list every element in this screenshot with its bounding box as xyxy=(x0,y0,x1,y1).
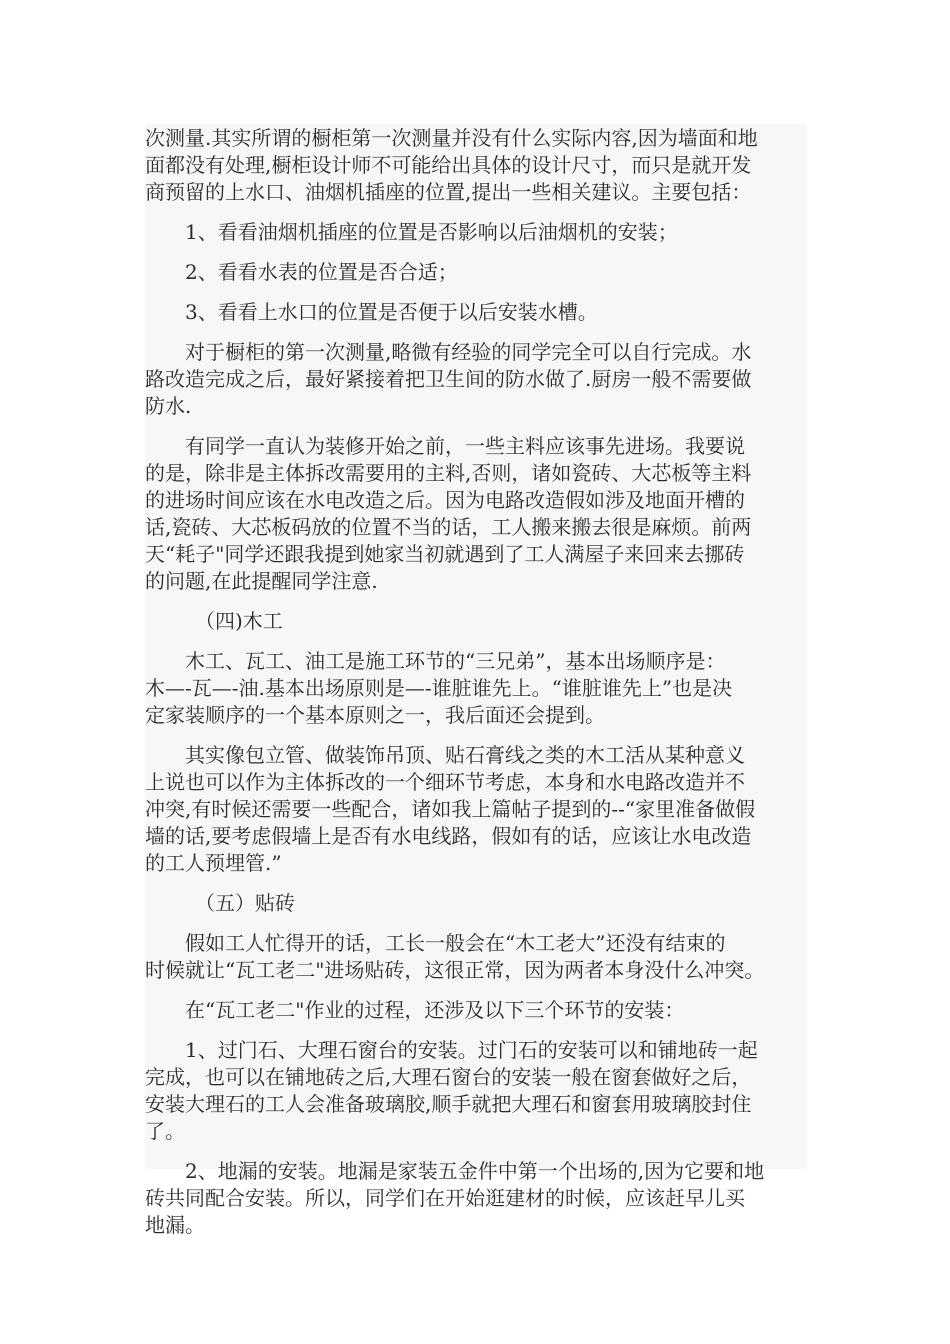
paragraph-measurement-intro: 次测量.其实所谓的橱柜第一次测量并没有什么实际内容,因为墙面和地 面都没有处理,橱柜设计师不可能给出具体的设计尺寸，而只是就开发 商预留的上水口、油烟机插座的位置,提出一些相关建议。主要包括： xyxy=(145,126,758,204)
section-heading-carpentry: （四)木工 xyxy=(195,609,283,633)
list-item-marble-sill: 1、过门石、大理石窗台的安装。过门石的安装可以和铺地砖一起 完成，也可以在铺地砖之后,大理石窗台的安装一般在窗套做好之后， 安装大理石的工人会准备玻璃胶,顺手就把大理石和窗套用玻璃胶封住 了。 xyxy=(145,1038,758,1143)
list-item-range-hood-socket: 1、看看油烟机插座的位置是否影响以后油烟机的安装； xyxy=(185,220,678,244)
article-body xyxy=(145,124,807,1237)
paragraph-tiling-installs: 在“瓦工老二"作业的过程，还涉及以下三个环节的安装： xyxy=(185,998,685,1022)
paragraph-tiling-start: 假如工人忙得开的话，工长一般会在“木工老大”还没有结束的 时候就让“瓦工老二"进场贴砖，这很正常，因为两者本身没什么冲突。 xyxy=(145,931,765,982)
list-item-water-meter: 2、看看水表的位置是否合适； xyxy=(185,260,458,284)
paragraph-three-trades: 木工、瓦工、油工是施工环节的“三兄弟”，基本出场顺序是： 木—-瓦—-油.基本出场原则是—-谁脏谁先上。“谁脏谁先上”也是决 定家装顺序的一个基本原则之一，我后面还会提到。 xyxy=(145,649,733,727)
paragraph-materials-timing: 有同学一直认为装修开始之前，一些主料应该事先进场。我要说 的是，除非是主体拆改需要用的主料,否则，诸如瓷砖、大芯板等主料 的进场时间应该在水电改造之后。因为电路改造假如涉及地面开槽的 话,瓷砖、大芯板码放的位置不当的话，工人搬来搬去很是麻烦。前两 天“耗子"同学还跟我提到她家当初就遇到了工人满屋子来回来去挪砖 的问题,在此提醒同学注意. xyxy=(145,434,752,593)
section-heading-tiling: （五）贴砖 xyxy=(195,891,295,915)
list-item-floor-drain: 2、地漏的安装。地漏是家装五金件中第一个出场的,因为它要和地 砖共同配合安装。所以，同学们在开始逛建材的时候，应该赶早儿买 地漏。 xyxy=(145,1159,765,1237)
list-item-water-inlet: 3、看看上水口的位置是否便于以后安装水槽。 xyxy=(185,300,598,324)
paragraph-waterproofing: 对于橱柜的第一次测量,略微有经验的同学完全可以自行完成。水 路改造完成之后，最好紧接着把卫生间的防水做了.厨房一般不需要做 防水. xyxy=(145,340,752,418)
paragraph-carpentry-work: 其实像包立管、做装饰吊顶、贴石膏线之类的木工活从某种意义 上说也可以作为主体拆改的一个细环节考虑，本身和水电路改造并不 冲突,有时候还需要一些配合，诸如我上篇帖子提到的--“家里准备做假 墙的话,要考虑假墙上是否有水电线路，假如有的话，应该让水电改造 的工人预埋管.” xyxy=(145,743,756,875)
